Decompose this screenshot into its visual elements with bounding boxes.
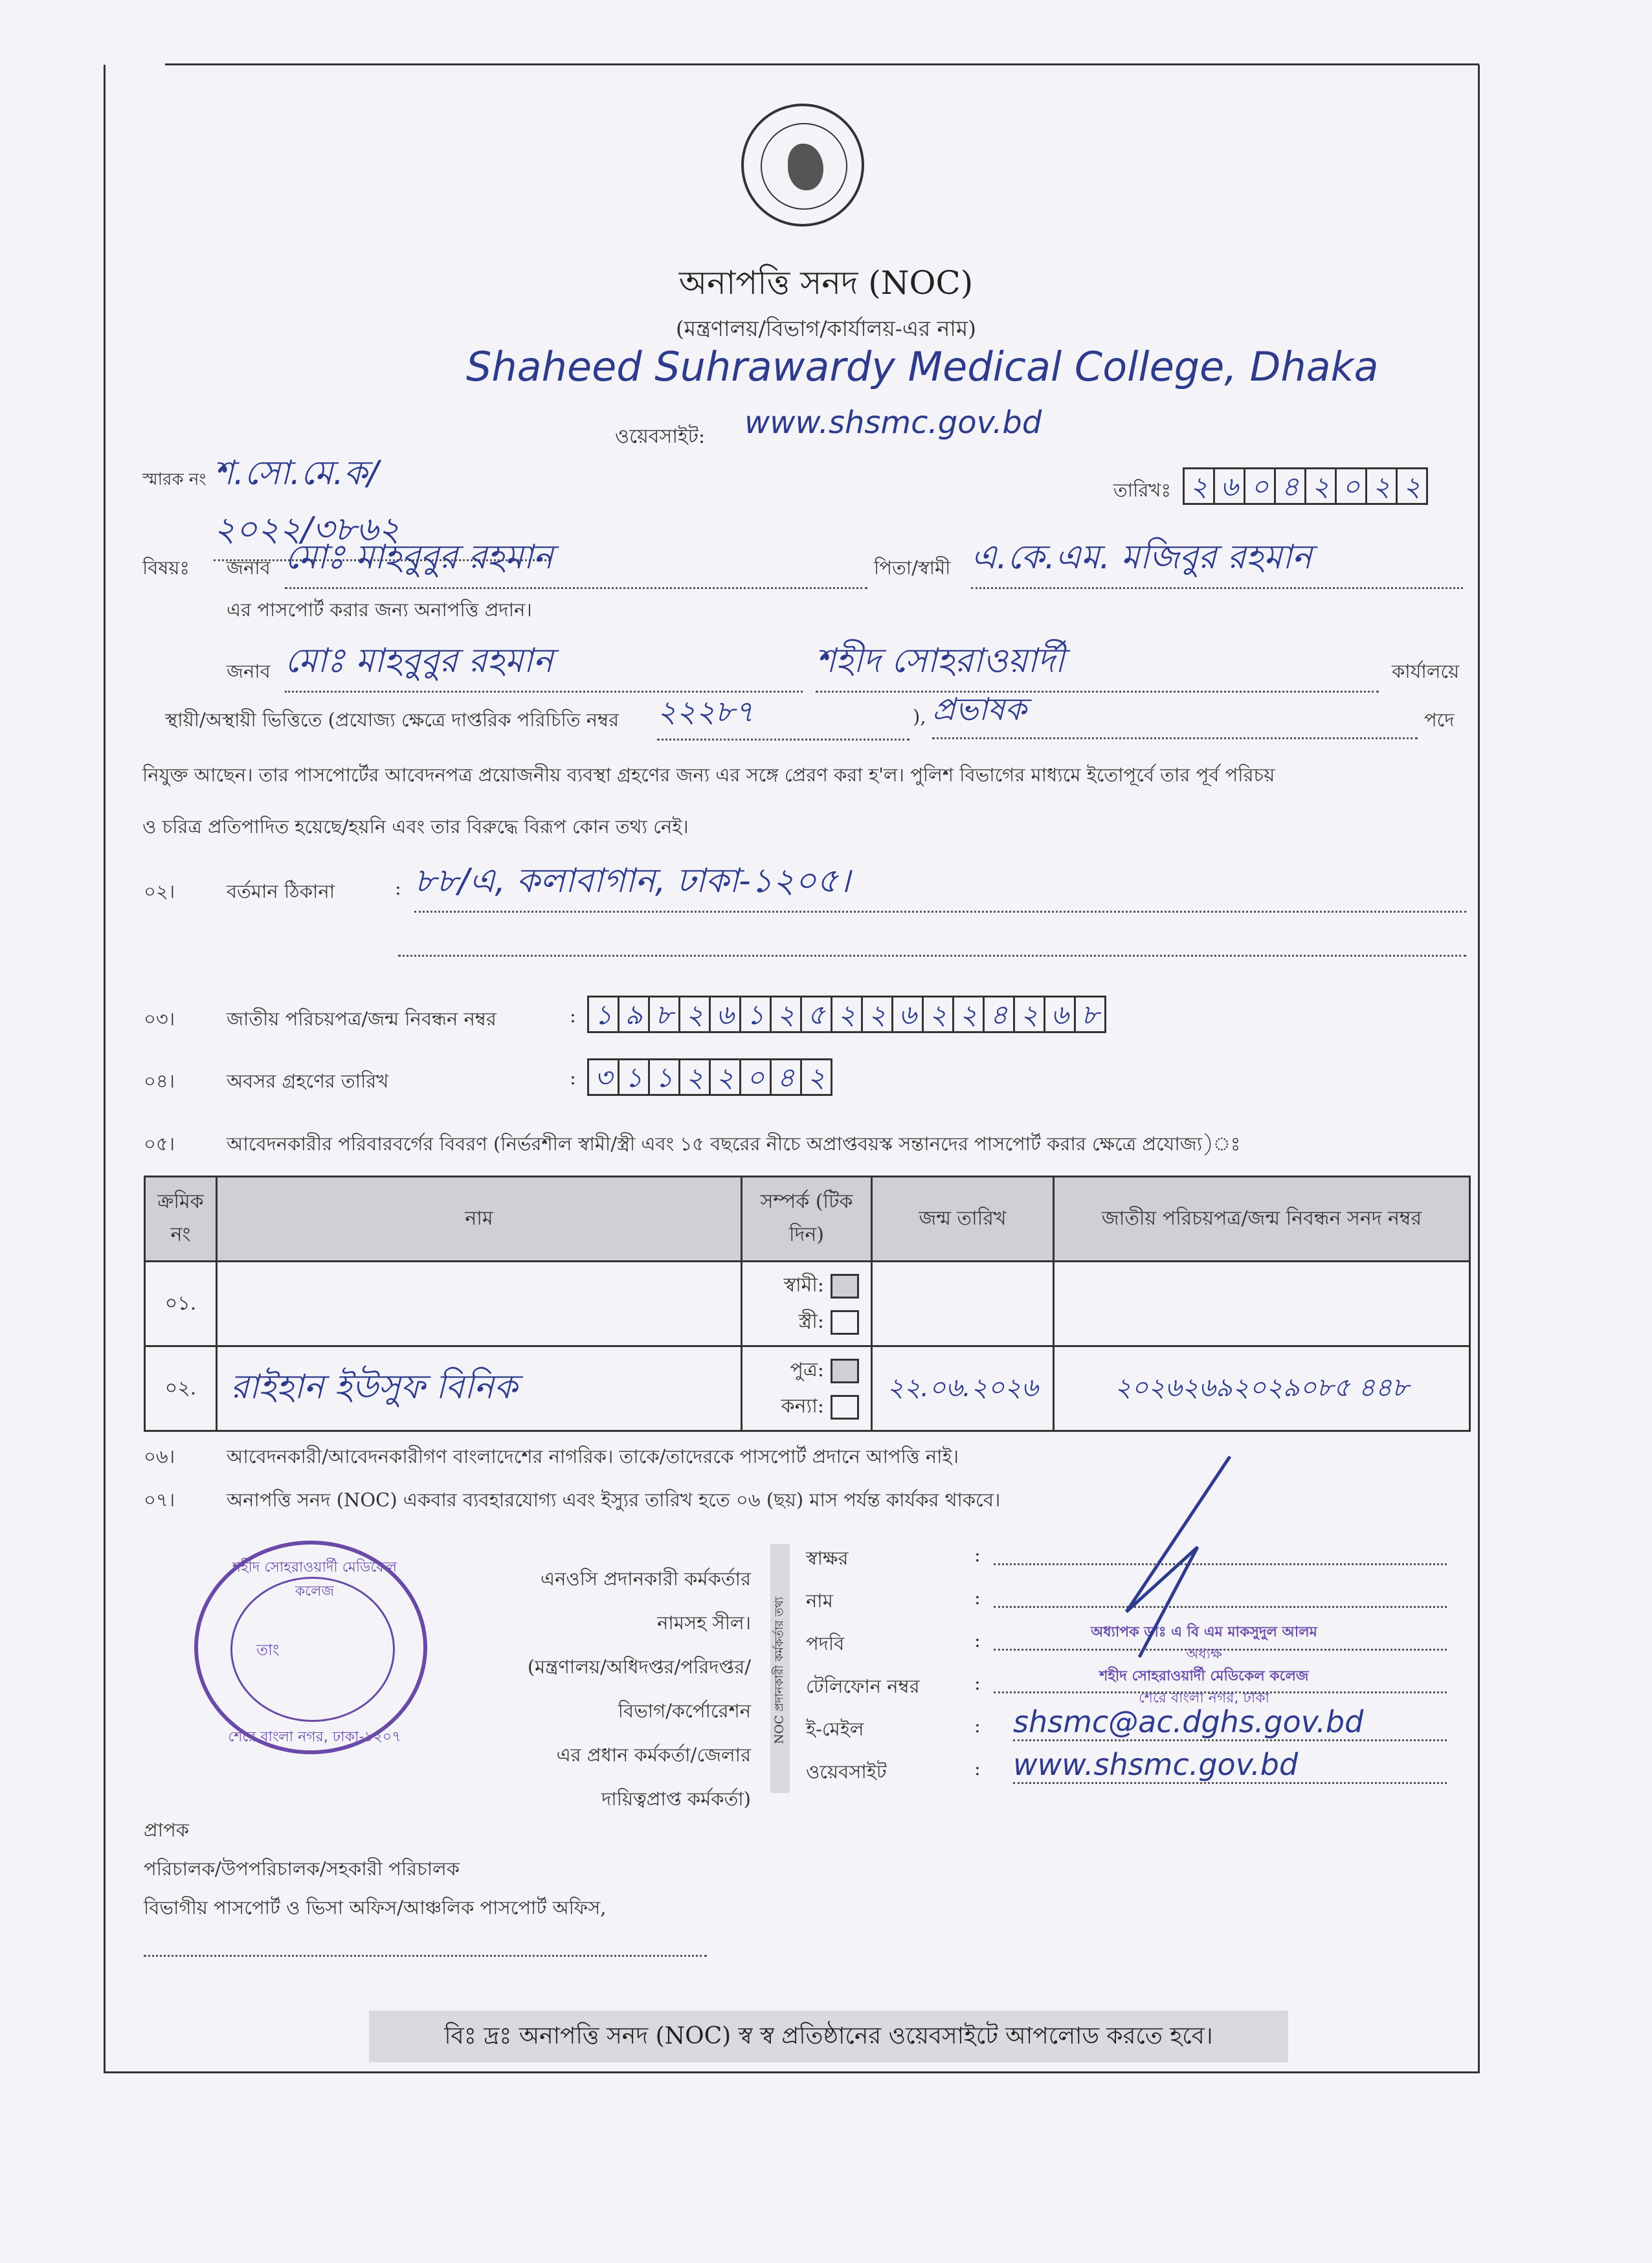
issuer-line: এনওসি প্রদানকারী কর্মকর্তার <box>541 1568 751 1590</box>
date-label: তারিখঃ <box>1113 479 1171 501</box>
nid-digit-box: ২ <box>1013 996 1045 1033</box>
memo-label: স্মারক নং <box>142 470 206 489</box>
address-line-2 <box>398 955 1466 957</box>
item-06-text: আবেদনকারী/আবেদনকারীগণ বাংলাদেশের নাগরিক। তাকে/তাদেরকে পাসপোর্ট প্রদানে আপত্তি নাই। <box>227 1445 959 1467</box>
email-value: shsmc@ac.dghs.gov.bd <box>1013 1704 1447 1741</box>
retirement-digit-box: ১ <box>648 1058 680 1096</box>
applicant-name: মোঃ মাহবুবুর রহমান <box>285 531 867 589</box>
recipient-line-1: পরিচালক/উপপরিচালক/সহকারী পরিচালক <box>144 1858 460 1880</box>
vertical-label-text: NOC প্রদানকারী কর্মকর্তার তথ্য <box>772 1596 787 1745</box>
table-row <box>145 1346 1470 1431</box>
document-subtitle: (মন্ত্রণালয়/বিভাগ/কার্যালয়-এর নাম) <box>675 316 977 341</box>
col-relation: সম্পর্ক (টিক দিন) <box>742 1177 872 1262</box>
father-label: পিতা/স্বামী <box>874 557 951 579</box>
retirement-digit-box: ২ <box>709 1058 741 1096</box>
nid-digit-box: ৫ <box>800 996 832 1033</box>
table-row <box>145 1262 1470 1346</box>
daughter-checkbox[interactable] <box>831 1395 859 1420</box>
institution-name: Shaheed Suhrawardy Medical College, Dhaka <box>466 343 1379 390</box>
retirement-digit-box: ৪ <box>770 1058 802 1096</box>
item-03-colon: : <box>570 1005 576 1027</box>
office-label: কার্যালয়ে <box>1392 660 1460 682</box>
nid-digit-box: ১ <box>739 996 772 1033</box>
document-title: অনাপত্তি সনদ (NOC) <box>678 264 974 302</box>
signature-scribble <box>1049 1450 1321 1664</box>
col-name: নাম <box>217 1177 742 1262</box>
stamp-center-text: তাং <box>256 1641 280 1659</box>
nid-digit-box: ৬ <box>891 996 924 1033</box>
website-value: www.shsmc.gov.bd <box>744 405 1042 441</box>
item-04-number: ০৪। <box>144 1070 175 1092</box>
nid-digit-box: ২ <box>861 996 893 1033</box>
row-dob <box>872 1262 1054 1346</box>
date-digit-box: ০ <box>1244 467 1276 505</box>
field-label: ওয়েবসাইট <box>806 1761 887 1783</box>
field-colon: : <box>974 1587 981 1609</box>
nid-digit-box: ২ <box>770 996 802 1033</box>
date-digit-box: ০ <box>1335 467 1367 505</box>
paren-close: ), <box>913 706 926 728</box>
janab-label: জনাব <box>227 557 271 579</box>
retirement-digit-box: ২ <box>800 1058 832 1096</box>
field-label: ই-মেইল <box>806 1718 864 1740</box>
designation: প্রভাষক <box>932 686 1418 739</box>
footer-note: বিঃ দ্রঃ অনাপত্তি সনদ (NOC) স্ব স্ব প্রতিষ্ঠানের ওয়েবসাইটে আপলোড করতে হবে। <box>369 2011 1288 2062</box>
relation-husband-label: স্বামী: <box>783 1274 824 1297</box>
janab-label-2: জনাব <box>227 660 271 682</box>
recipient-line-2: বিভাগীয় পাসপোর্ট ও ভিসা অফিস/আঞ্চলিক পাসপোর্ট অফিস, <box>144 1897 607 1919</box>
row-name: রাইহান ইউসুফ বিনিক <box>217 1346 742 1431</box>
stamp-top-text: শহীদ সোহরাওয়ার্দী মেডিকেল কলেজ <box>232 1559 397 1600</box>
item-02-number: ০২। <box>144 880 175 902</box>
wife-checkbox[interactable] <box>831 1310 859 1335</box>
nid-digit-box: ২ <box>678 996 711 1033</box>
issuer-line: এর প্রধান কর্মকর্তা/জেলার <box>556 1744 751 1766</box>
nid-digit-box: ৬ <box>709 996 741 1033</box>
field-label: টেলিফোন নম্বর <box>806 1675 920 1697</box>
recipient-label: প্রাপক <box>144 1819 190 1841</box>
father-name: এ.কে.এম. মজিবুর রহমান <box>971 531 1463 589</box>
issuer-line: দায়িত্বপ্রাপ্ত কর্মকর্তা) <box>601 1788 751 1810</box>
row-name <box>217 1262 742 1346</box>
vertical-label-bar <box>770 1544 790 1793</box>
relation-wife-label: স্ত্রী: <box>798 1310 824 1333</box>
item-04-colon: : <box>570 1067 576 1089</box>
nid-digit-box: ৯ <box>618 996 650 1033</box>
nid-digit-box: ১ <box>587 996 620 1033</box>
row-relation <box>742 1346 872 1431</box>
permanent-line: স্থায়ী/অস্থায়ী ভিত্তিতে (প্রযোজ্য ক্ষেত্রে দাপ্তরিক পরিচিতি নম্বর <box>165 709 620 731</box>
officer-stamp-line: শেরে বাংলা নগর, ঢাকা <box>1139 1690 1269 1706</box>
field-colon: : <box>974 1757 981 1779</box>
official-id: ২২২৮৭ <box>657 689 910 741</box>
husband-checkbox[interactable] <box>831 1274 859 1299</box>
issuer-line: নামসহ সীল। <box>657 1612 751 1634</box>
field-label: স্বাক্ষর <box>806 1547 849 1569</box>
applicant-name-2: মোঃ মাহবুবুর রহমান <box>285 634 803 693</box>
date-digit-boxes <box>1185 467 1428 505</box>
nid-digit-box: ৬ <box>1044 996 1076 1033</box>
item-02-colon: : <box>395 877 401 899</box>
retirement-digit-box: ১ <box>618 1058 650 1096</box>
nid-digit-box: ৮ <box>648 996 680 1033</box>
officer-stamp-line: অধ্যাপক ডাঃ এ বি এম মাকসুদুল আলম <box>1091 1624 1317 1640</box>
item-03-number: ০৩। <box>144 1008 175 1030</box>
date-digit-box: ৪ <box>1274 467 1306 505</box>
nid-digit-box: ২ <box>922 996 954 1033</box>
subject-label: বিষয়ঃ <box>142 557 190 579</box>
nid-digit-box: ২ <box>831 996 863 1033</box>
field-colon: : <box>974 1672 981 1694</box>
issuer-line: (মন্ত্রণালয়/অধিদপ্তর/পরিদপ্তর/ <box>527 1656 751 1678</box>
item-06-number: ০৬। <box>144 1445 175 1467</box>
memo-number: শ.সো.মে.ক/২০২২/৩৮৬২ <box>214 447 550 561</box>
row-nid <box>1054 1262 1470 1346</box>
paragraph-line-1: নিযুক্ত আছেন। তার পাসপোর্টের আবেদনপত্র প্রয়োজনীয় ব্যবস্থা গ্রহণের জন্য এর সঙ্গে প্রেরণ করা হ'ল। পুলিশ বিভাগের মাধ্যমে ইতোপূর্বে তার পূর্ব পরিচয় <box>142 764 1275 786</box>
date-digit-box: ২ <box>1396 467 1428 505</box>
row-serial: ০২. <box>145 1346 217 1431</box>
field-colon: : <box>974 1629 981 1651</box>
issuer-line: বিভাগ/কর্পোরেশন <box>618 1700 751 1722</box>
row-nid: ২০২৬২৬৯২০২৯০৮৫ ৪৪৮ <box>1054 1346 1470 1431</box>
field-label: নাম <box>806 1590 833 1612</box>
item-07-text: অনাপত্তি সনদ (NOC) একবার ব্যবহারযোগ্য এবং ইস্যুর তারিখ হতে ০৬ (ছয়) মাস পর্যন্ত কার্যকর থাকবে। <box>227 1489 1001 1511</box>
paragraph-line-2: ও চরিত্র প্রতিপাদিত হয়েছে/হয়নি এবং তার বিরুদ্ধে বিরূপ কোন তথ্য নেই। <box>142 816 689 838</box>
col-serial: ক্রমিক নং <box>145 1177 217 1262</box>
recipient-address-line <box>144 1955 707 1957</box>
officer-stamp-line: অধ্যক্ষ <box>1186 1646 1222 1662</box>
row-serial: ০১. <box>145 1262 217 1346</box>
website-label: ওয়েবসাইট: <box>615 425 706 448</box>
family-table <box>144 1176 1471 1432</box>
relation-son-label: পুত্র: <box>790 1359 824 1381</box>
government-seal-icon <box>741 104 864 227</box>
relation-daughter-label: কন্যা: <box>781 1395 824 1418</box>
post-label: পদে <box>1424 709 1455 731</box>
stamp-bottom-text: শেরে বাংলা নগর, ঢাকা-১২০৭ <box>228 1729 401 1745</box>
date-digit-box: ২ <box>1365 467 1398 505</box>
item-05-text: আবেদনকারীর পরিবারবর্গের বিবরণ (নির্ভরশীল স্বামী/স্ত্রী এবং ১৫ বছরের নীচে অপ্রাপ্তবয়স্ক সন্তানদের পাসপোর্ট করার ক্ষেত্রে প্রযোজ্য)ঃ <box>227 1133 1241 1155</box>
nid-digit-box: ৮ <box>1074 996 1106 1033</box>
row-relation <box>742 1262 872 1346</box>
issuer-description <box>479 1557 751 1821</box>
field-colon: : <box>974 1544 981 1566</box>
field-colon: : <box>974 1715 981 1737</box>
item-04-label: অবসর গ্রহণের তারিখ <box>227 1070 389 1092</box>
item-03-label: জাতীয় পরিচয়পত্র/জন্ম নিবন্ধন নম্বর <box>227 1008 497 1030</box>
retirement-digit-box: ০ <box>739 1058 772 1096</box>
row-dob: ২২.০৬.২০২৬ <box>872 1346 1054 1431</box>
address-value: ৮৮/এ, কলাবাগান, ঢাকা-১২০৫। <box>414 854 1466 913</box>
col-nid: জাতীয় পরিচয়পত্র/জন্ম নিবন্ধন সনদ নম্বর <box>1054 1177 1470 1262</box>
col-dob: জন্ম তারিখ <box>872 1177 1054 1262</box>
college-round-stamp <box>194 1541 427 1754</box>
item-07-number: ০৭। <box>144 1489 175 1511</box>
officer-stamp-line: শহীদ সোহরাওয়ার্দী মেডিকেল কলেজ <box>1099 1668 1309 1684</box>
retirement-digit-boxes <box>589 1058 832 1096</box>
date-digit-box: ২ <box>1183 467 1215 505</box>
item-05-number: ০৫। <box>144 1133 175 1155</box>
website-field-value: www.shsmc.gov.bd <box>1013 1747 1447 1784</box>
nid-digit-boxes <box>589 996 1106 1033</box>
office-name: শহীদ সোহরাওয়ার্দী <box>816 634 1379 693</box>
nid-digit-box: ২ <box>952 996 985 1033</box>
table-header-row <box>145 1177 1470 1262</box>
retirement-digit-box: ২ <box>678 1058 711 1096</box>
item-02-label: বর্তমান ঠিকানা <box>227 880 335 902</box>
date-digit-box: ৬ <box>1213 467 1245 505</box>
nid-digit-box: ৪ <box>983 996 1015 1033</box>
field-label: পদবি <box>806 1633 845 1655</box>
field-website <box>806 1747 1473 1800</box>
date-digit-box: ২ <box>1304 467 1337 505</box>
subject-line-2: এর পাসপোর্ট করার জন্য অনাপত্তি প্রদান। <box>227 599 532 621</box>
son-checkbox[interactable] <box>831 1359 859 1383</box>
retirement-digit-box: ৩ <box>587 1058 620 1096</box>
